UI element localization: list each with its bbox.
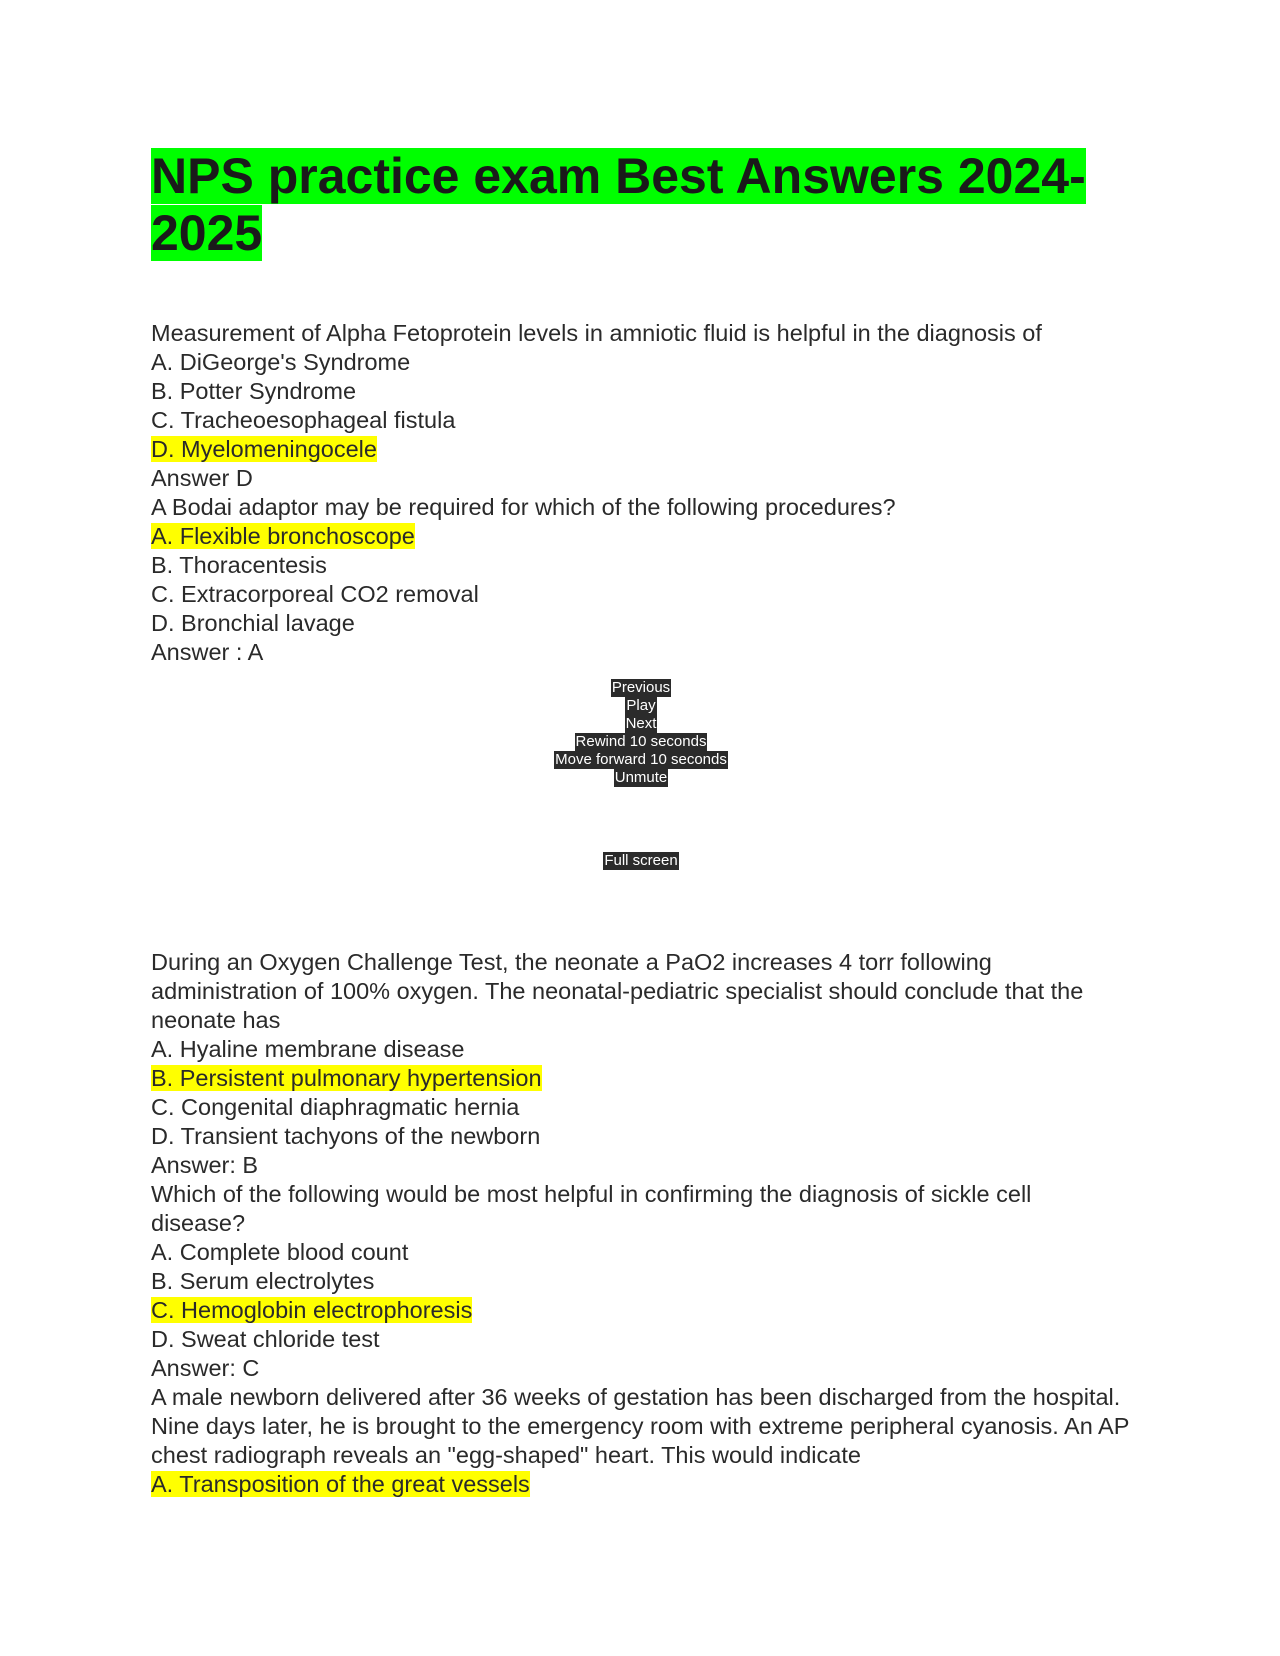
question-text: Measurement of Alpha Fetoprotein levels in amniotic fluid is helpful in the diagnosis of [151, 320, 1042, 346]
correct-option: A. Flexible bronchoscope [151, 523, 415, 549]
correct-option: C. Hemoglobin electrophoresis [151, 1297, 473, 1323]
correct-option: B. Persistent pulmonary hypertension [151, 1065, 542, 1091]
page-title [151, 148, 1131, 262]
answer-text: Answer D [151, 465, 253, 491]
unmute-button[interactable]: Unmute [614, 769, 668, 786]
correct-option: A. Transposition of the great vessels [151, 1471, 530, 1497]
answer-text: Answer: C [151, 1355, 260, 1381]
option: B. Potter Syndrome [151, 378, 357, 404]
video-player-controls [151, 679, 1131, 870]
option: D. Transient tachyons of the newborn [151, 1123, 541, 1149]
next-button[interactable]: Next [625, 715, 657, 732]
title-highlight: NPS practice exam Best Answers 2024-2025 [151, 148, 1086, 261]
option: C. Tracheoesophageal fistula [151, 407, 456, 433]
forward-button[interactable]: Move forward 10 seconds [555, 751, 727, 768]
option: A. Hyaline membrane disease [151, 1036, 465, 1062]
previous-button[interactable]: Previous [611, 679, 671, 696]
rewind-button[interactable]: Rewind 10 seconds [575, 733, 707, 750]
play-button[interactable]: Play [626, 697, 656, 714]
option: B. Serum electrolytes [151, 1268, 375, 1294]
question-text: A male newborn delivered after 36 weeks of gestation has been discharged from the hospital. Nine days later, he is brought to the emergency room with extreme peripheral cyanosis. An AP chest radiograph reveals an "egg-shaped" heart. This would indicate [151, 1384, 1129, 1468]
answer-text: Answer : A [151, 639, 264, 665]
question-text: A Bodai adaptor may be required for which of the following procedures? [151, 494, 896, 520]
option: C. Extracorporeal CO2 removal [151, 581, 479, 607]
question-text: During an Oxygen Challenge Test, the neonate a PaO2 increases 4 torr following administration of 100% oxygen. The neonatal-pediatric specialist should conclude that the neonate has [151, 949, 1084, 1033]
answer-text: Answer: B [151, 1152, 259, 1178]
option: D. Bronchial lavage [151, 610, 355, 636]
fullscreen-button[interactable]: Full screen [604, 852, 678, 869]
document-page [151, 148, 1131, 1499]
option: B. Thoracentesis [151, 552, 327, 578]
question-text: Which of the following would be most helpful in confirming the diagnosis of sickle cell disease? [151, 1181, 1032, 1236]
option: C. Congenital diaphragmatic hernia [151, 1094, 520, 1120]
question-block-1 [151, 319, 1131, 667]
question-block-2 [151, 948, 1131, 1499]
option: D. Sweat chloride test [151, 1326, 380, 1352]
correct-option: D. Myelomeningocele [151, 436, 377, 462]
option: A. Complete blood count [151, 1239, 409, 1265]
option: A. DiGeorge's Syndrome [151, 349, 411, 375]
